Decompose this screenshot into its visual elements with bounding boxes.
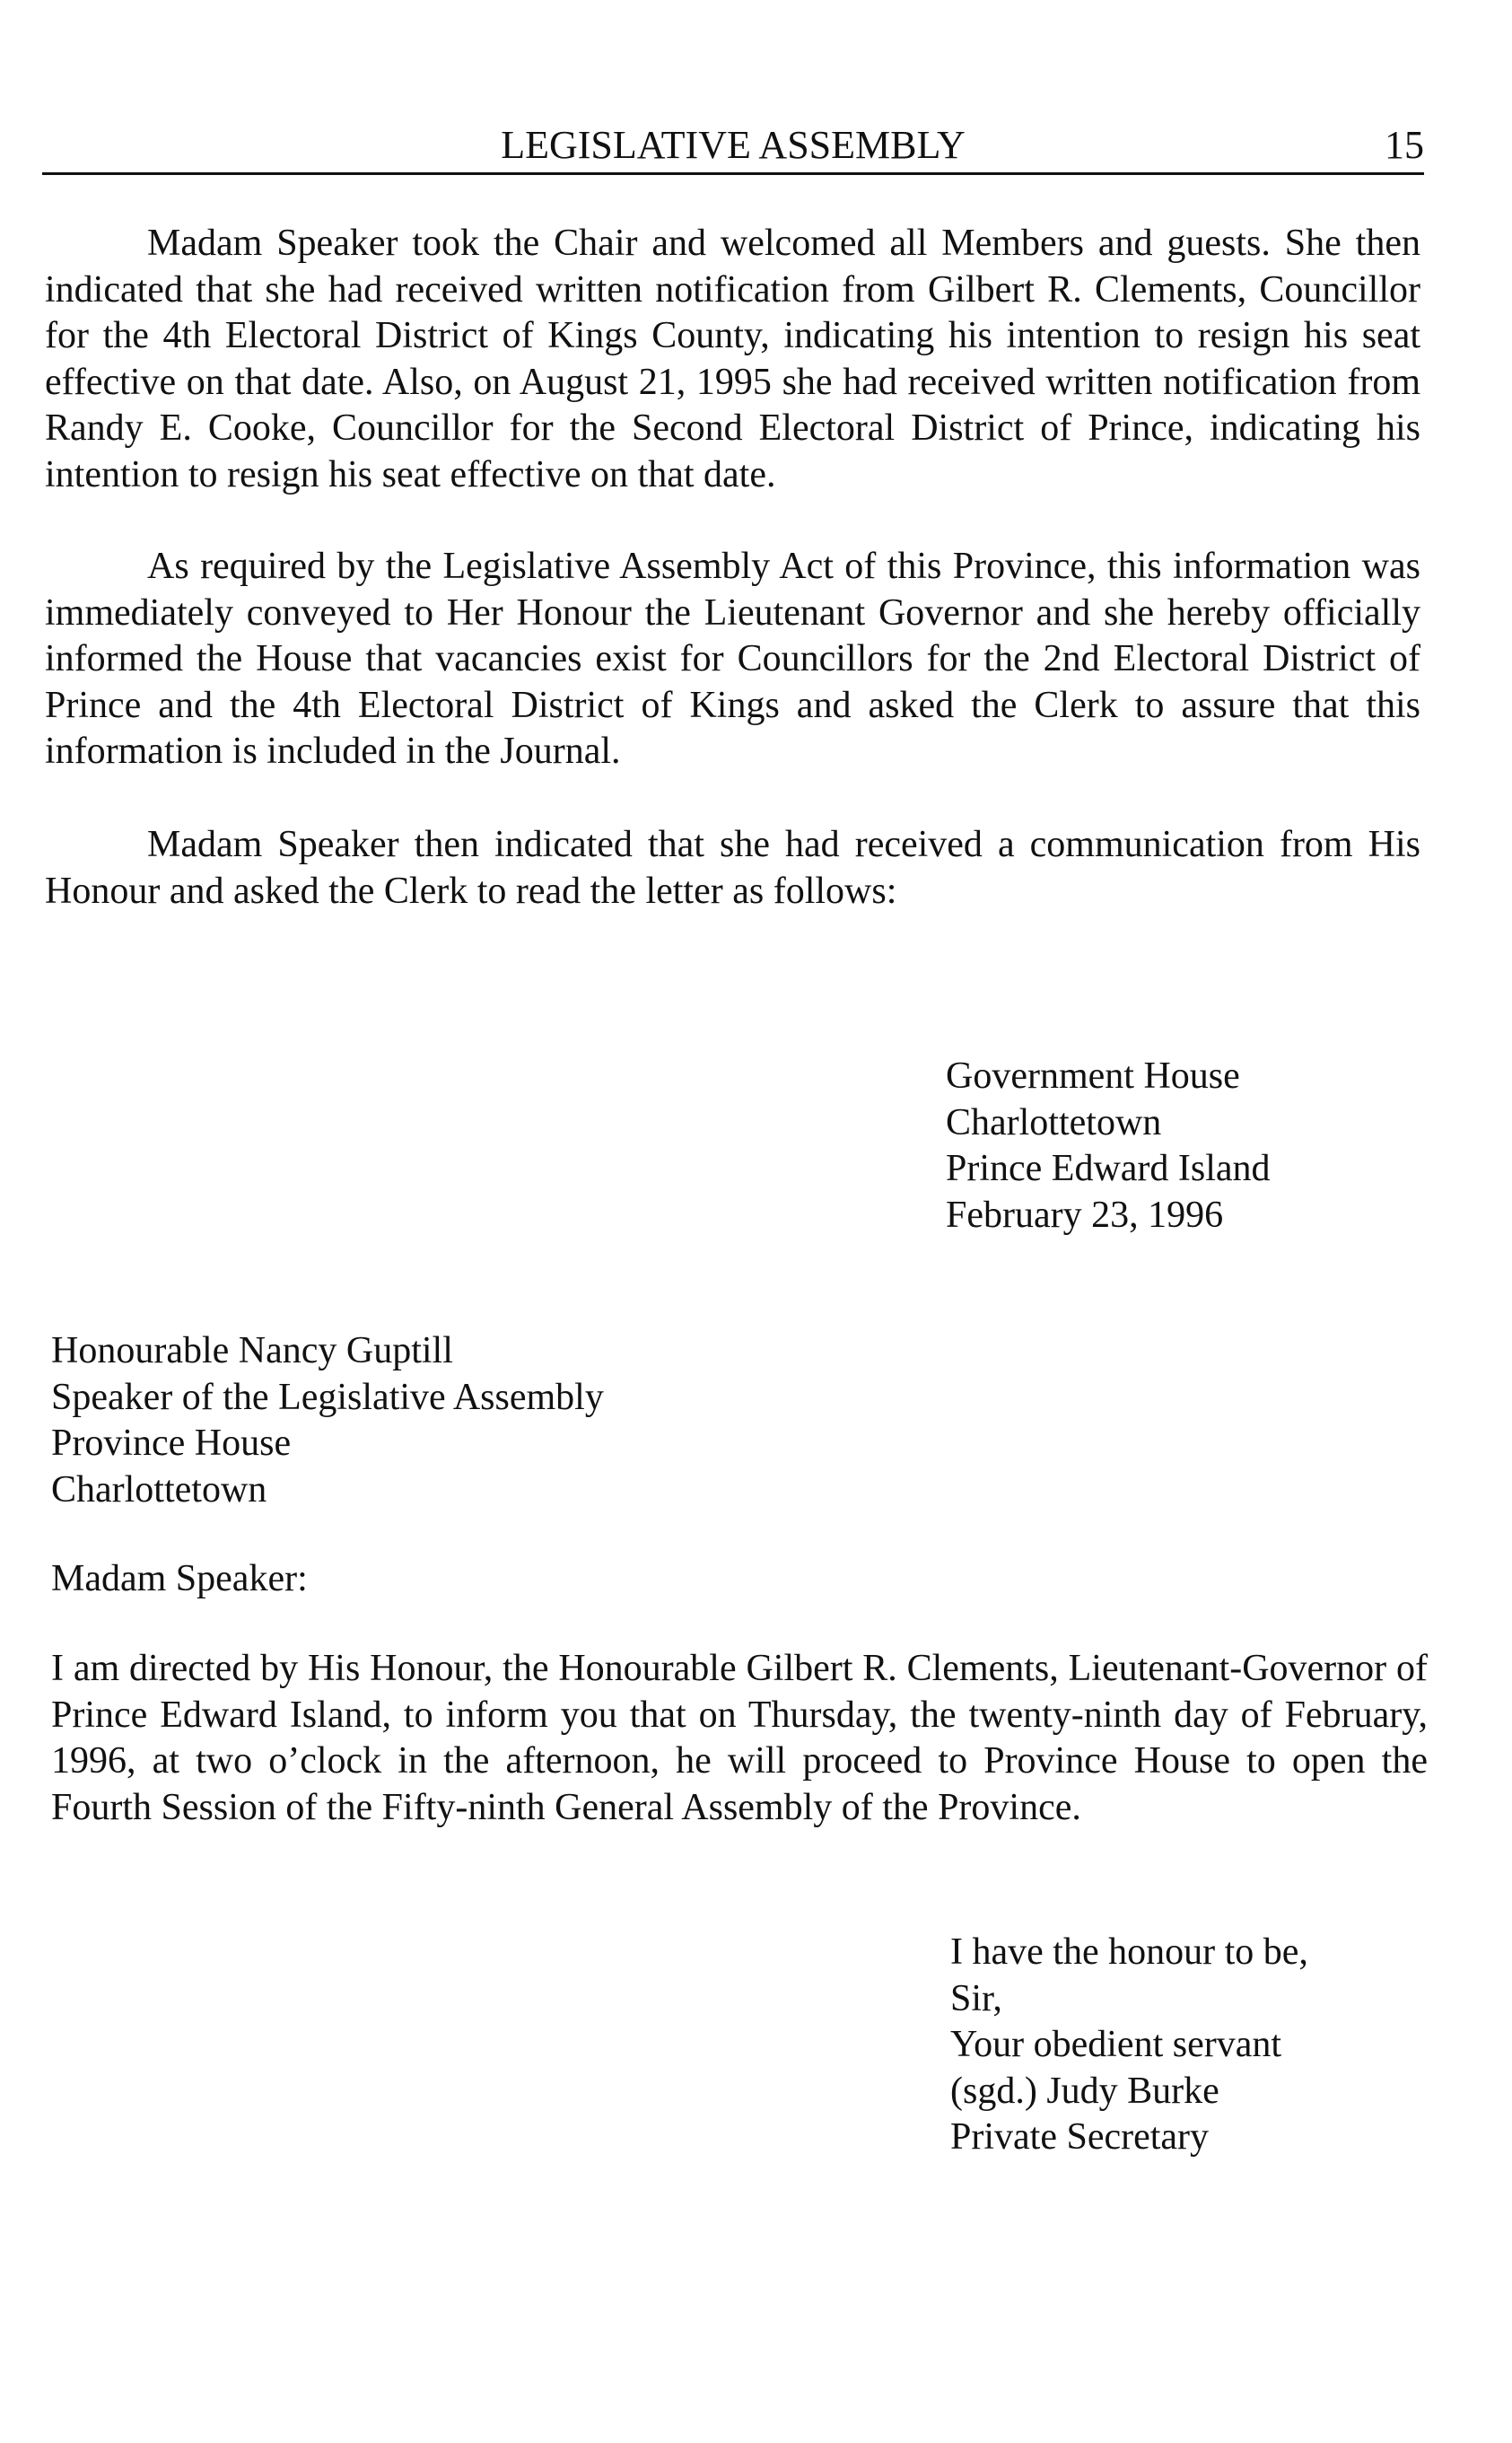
closing-line: I have the honour to be, bbox=[950, 1931, 1308, 1973]
sender-address bbox=[946, 1054, 1271, 1239]
paragraph-vacancies: As required by the Legislative Assembly Act of this Province, this information was immediately conveyed to Her Honour the Lieutenant Governor and she hereby officially informed the House that vacancies exist for Councillors for the 2nd Electoral District of Prince and the 4th Electoral District of Kings and asked the Clerk to assure that this information is included in the Journal. bbox=[45, 546, 1420, 772]
letter-salutation bbox=[51, 1556, 308, 1603]
recipient-address-line: Province House bbox=[51, 1423, 292, 1464]
recipient-address-line: Honourable Nancy Guptill bbox=[51, 1330, 453, 1371]
recipient-address bbox=[51, 1328, 604, 1513]
salutation-text: Madam Speaker: bbox=[51, 1558, 308, 1599]
signatory-title: Private Secretary bbox=[950, 2116, 1210, 2158]
sender-address-line: Government House bbox=[946, 1055, 1240, 1097]
page-header bbox=[42, 118, 1424, 175]
paragraph-speaker-notifications: Madam Speaker took the Chair and welcomed all Members and guests. She then indicated that she had received written notification from Gilbert R. Clements, Councillor for the 4th Electoral District of Kings County, indicating his intention to resign his seat effective on that date. Also, on August 21, 1995 she had received written notification from Randy E. Cooke, Councillor for the Second Electoral District of Prince, indicating his intention to resign his seat effective on that date. bbox=[45, 223, 1420, 495]
sender-address-line: Charlottetown bbox=[946, 1101, 1162, 1143]
closing-line: Sir, bbox=[950, 1977, 1002, 2019]
page-number: 15 bbox=[1385, 123, 1424, 167]
recipient-address-line: Charlottetown bbox=[51, 1468, 267, 1510]
letter-closing bbox=[950, 1930, 1308, 2161]
letter-body: I am directed by His Honour, the Honourable Gilbert R. Clements, Lieutenant-Governor of Prince Edward Island, to inform you that on Thursday, the twenty-ninth day of February, 1996, at two o’clock in the afternoon, he will proceed to Province House to open the Fourth Session of the Fifty-ninth General Assembly of the Province. bbox=[51, 1648, 1428, 1828]
signature-line: (sgd.) Judy Burke bbox=[950, 2070, 1219, 2112]
recipient-address-line: Speaker of the Legislative Assembly bbox=[51, 1376, 604, 1418]
letter-date: February 23, 1996 bbox=[946, 1194, 1224, 1236]
closing-line: Your obedient servant bbox=[950, 2024, 1282, 2065]
paragraph-communication: Madam Speaker then indicated that she had received a communication from His Honour and asked the Clerk to read the letter as follows: bbox=[45, 824, 1420, 912]
sender-address-line: Prince Edward Island bbox=[946, 1148, 1271, 1189]
running-title: LEGISLATIVE ASSEMBLY bbox=[501, 123, 966, 167]
